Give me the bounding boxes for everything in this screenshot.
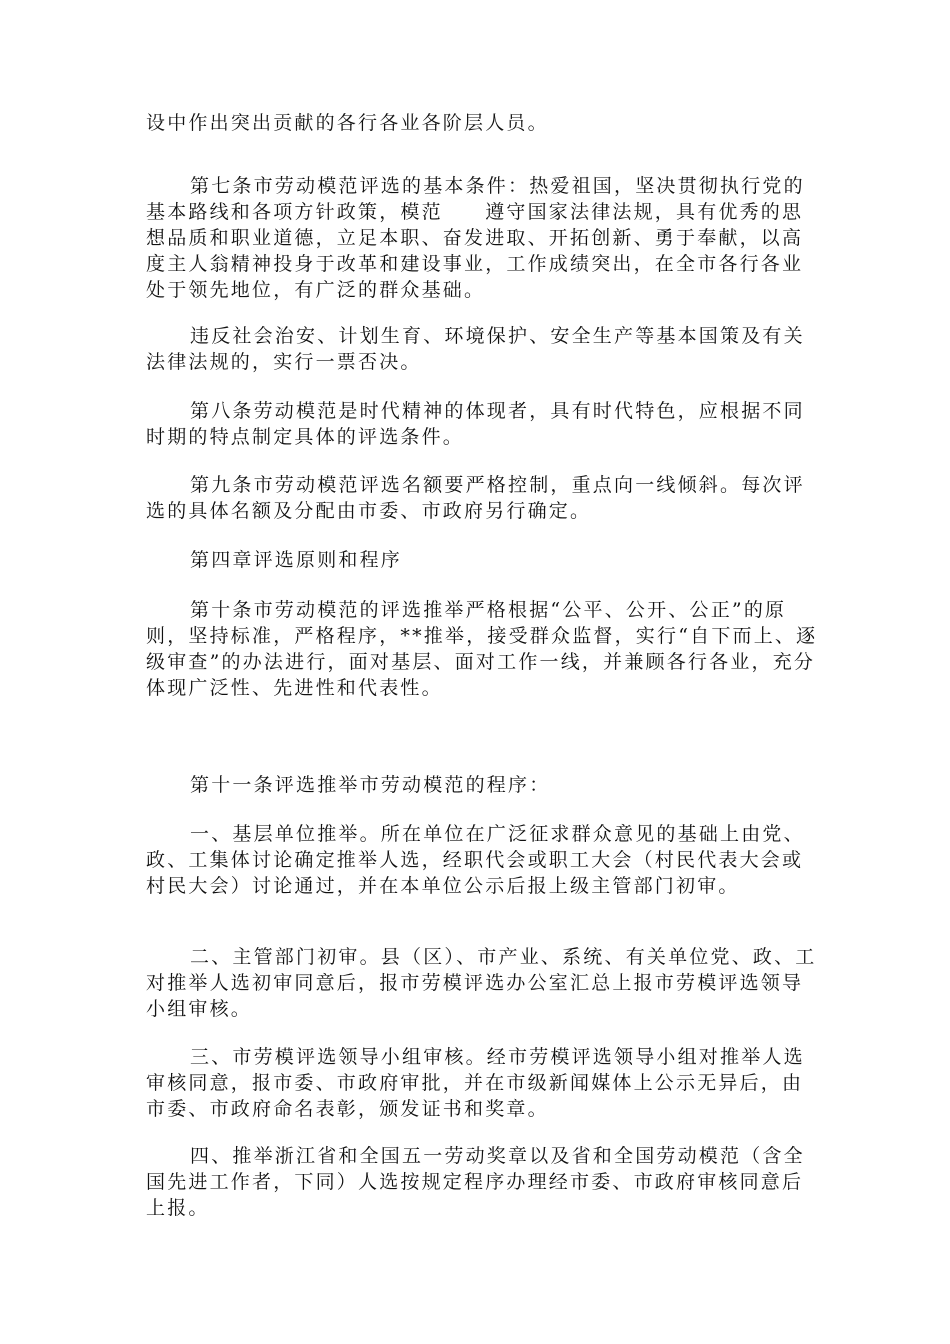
paragraph-step-1: 一、基层单位推举。所在单位在广泛征求群众意见的基础上由党、政、工集体讨论确定推举人选，经职代会或职工大会（村民代表大会或村民大会）讨论通过，并在本单位公示后报上级主管部门初审。: [146, 823, 805, 897]
chapter-heading: 第四章评选原则和程序: [190, 549, 403, 571]
paragraph-article-7: 第七条市劳动模范评选的基本条件：热爱祖国，坚决贯彻执行党的基本路线和各项方针政策，模范 遵守国家法律法规，具有优秀的思想品质和职业道德，立足本职、奋发进取、开拓创新、勇于奉献，以高度主人翁精神投身于改革和建设事业，工作成绩突出，在全市各行各业处于领先地位，有广泛的群众基础。: [146, 175, 805, 301]
paragraph-article-11: 第十一条评选推举市劳动模范的程序：: [190, 774, 551, 796]
paragraph-veto: 违反社会治安、计划生育、环境保护、安全生产等基本国策及有关法律法规的，实行一票否决。: [146, 325, 805, 373]
paragraph-step-3: 三、市劳模评选领导小组审核。经市劳模评选领导小组对推举人选审核同意，报市委、市政府审批，并在市级新闻媒体上公示无异后，由市委、市政府命名表彰，颁发证书和奖章。: [146, 1046, 805, 1120]
paragraph-continuation: 设中作出突出贡献的各行各业各阶层人员。: [146, 112, 549, 134]
paragraph-step-4: 四、推举浙江省和全国五一劳动奖章以及省和全国劳动模范（含全国先进工作者，下同）人选按规定程序办理经市委、市政府审核同意后上报。: [146, 1145, 805, 1219]
paragraph-article-10: 第十条市劳动模范的评选推举严格根据“公平、公开、公正”的原则，坚持标准，严格程序，**推举，接受群众监督，实行“自下而上、逐级审查”的办法进行，面对基层、面对工作一线，并兼顾各行各业，充分体现广泛性、先进性和代表性。: [146, 599, 818, 699]
paragraph-article-9: 第九条市劳动模范评选名额要严格控制，重点向一线倾斜。每次评选的具体名额及分配由市委、市政府另行确定。: [146, 474, 805, 522]
paragraph-step-2: 二、主管部门初审。县（区）、市产业、系统、有关单位党、政、工对推举人选初审同意后，报市劳模评选办公室汇总上报市劳模评选领导小组审核。: [146, 946, 817, 1020]
paragraph-article-8: 第八条劳动模范是时代精神的体现者，具有时代特色，应根据不同时期的特点制定具体的评选条件。: [146, 400, 805, 448]
